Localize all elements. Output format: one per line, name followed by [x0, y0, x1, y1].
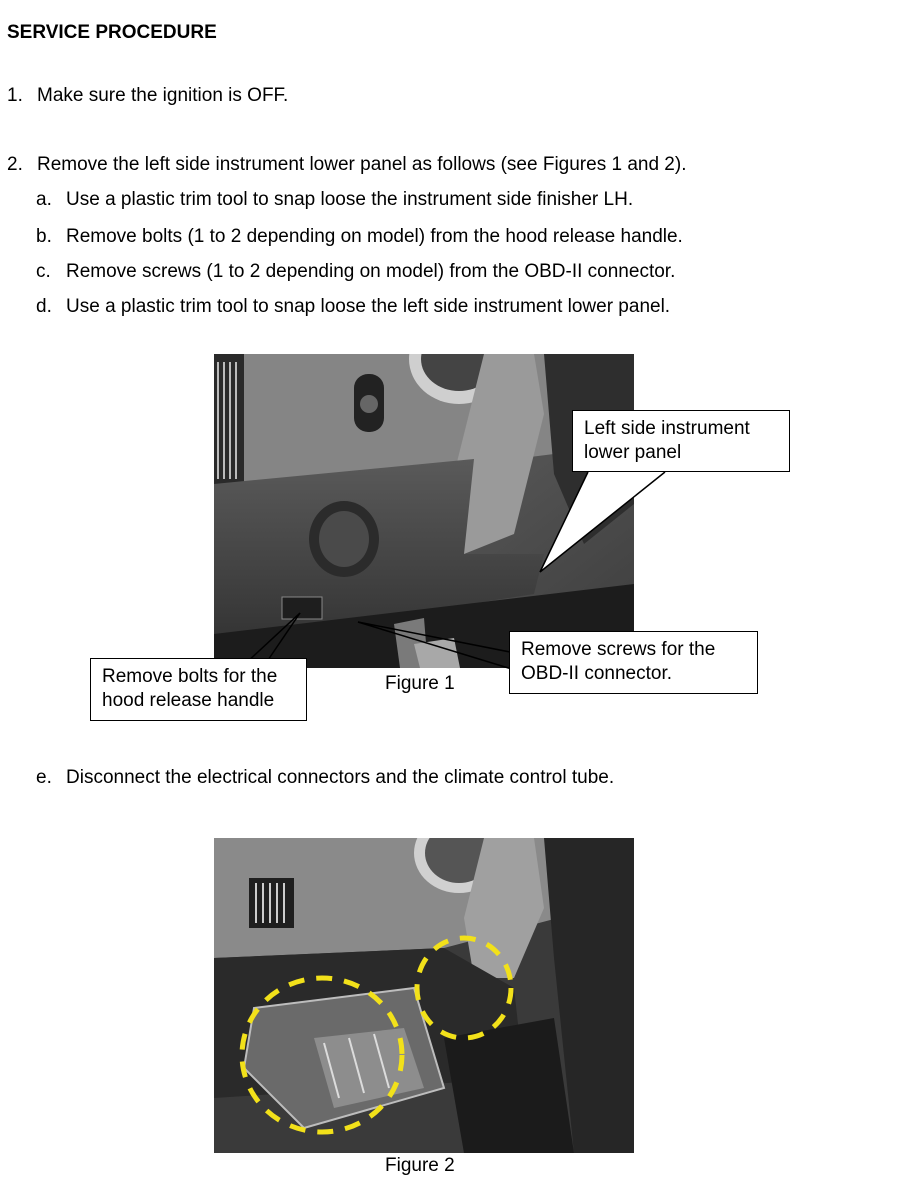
substep-text: Use a plastic trim tool to snap loose the instrument side finisher LH.	[66, 189, 634, 210]
callout-left-side-panel	[572, 410, 790, 472]
step-number: 2.	[7, 154, 23, 175]
callout-line: hood release handle	[102, 690, 275, 711]
page-title: SERVICE PROCEDURE	[7, 22, 217, 43]
callout-line: OBD-II connector.	[521, 663, 673, 684]
step-text: Make sure the ignition is OFF.	[37, 85, 289, 106]
callout-line: Remove bolts for the	[102, 666, 278, 687]
substep-text: Use a plastic trim tool to snap loose the left side instrument lower panel.	[66, 296, 671, 317]
substep-text: Disconnect the electrical connectors and the climate control tube.	[66, 767, 615, 788]
substep-text: Remove bolts (1 to 2 depending on model) from the hood release handle.	[66, 226, 683, 247]
callout-line: Remove screws for the	[521, 639, 716, 660]
figure-2-photo	[214, 838, 634, 1153]
substep-letter: c.	[36, 261, 51, 282]
step-text: Remove the left side instrument lower panel as follows (see Figures 1 and 2).	[37, 154, 687, 175]
substep-e	[36, 767, 614, 789]
substep-letter: b.	[36, 226, 52, 247]
callout-line: lower panel	[584, 442, 682, 463]
figure-1-caption: Figure 1	[385, 673, 455, 694]
callout-line: Left side instrument	[584, 418, 750, 439]
callout-obd-screws	[509, 631, 758, 694]
callout-hood-release-bolts	[90, 658, 307, 721]
figure-2-caption: Figure 2	[385, 1155, 455, 1176]
substep-letter: a.	[36, 189, 52, 210]
substep-text: Remove screws (1 to 2 depending on model) from the OBD-II connector.	[66, 261, 676, 282]
step-number: 1.	[7, 85, 23, 106]
substep-letter: d.	[36, 296, 52, 317]
substep-letter: e.	[36, 767, 52, 788]
